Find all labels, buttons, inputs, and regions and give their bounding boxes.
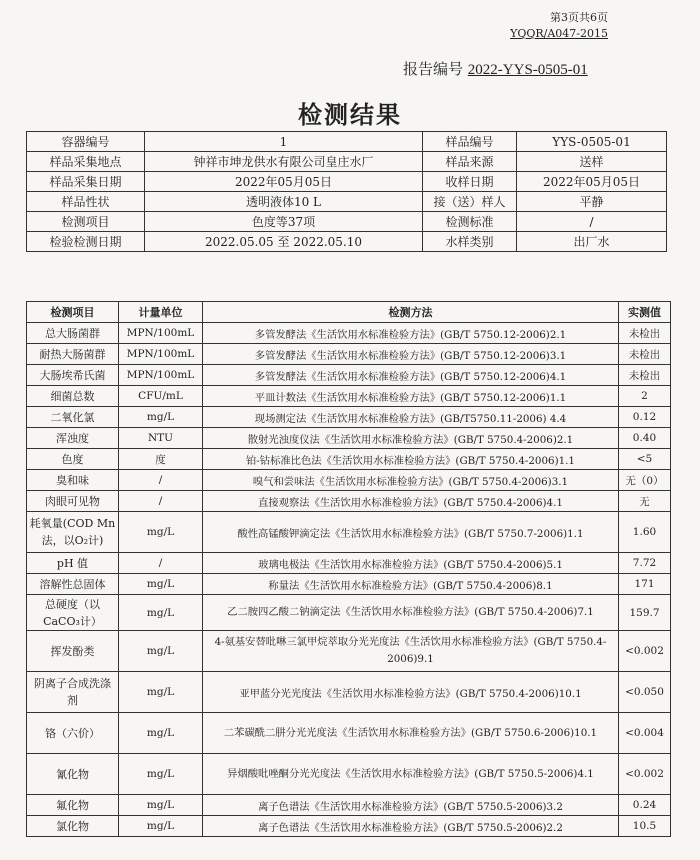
page-reference: [510, 10, 608, 42]
result-item: 细菌总数: [27, 386, 119, 407]
info-label: 接（送）样人: [423, 192, 517, 212]
result-item: 氰化物: [27, 754, 119, 795]
result-method: 乙二胺四乙酸二钠滴定法《生活饮用水标准检验方法》(GB/T 5750.4-2006)7.1: [203, 595, 619, 631]
info-row: [27, 152, 667, 172]
info-value: /: [517, 212, 667, 232]
info-label: 样品采集日期: [27, 172, 145, 192]
result-method: 多管发酵法《生活饮用水标准检验方法》(GB/T 5750.12-2006)2.1: [203, 323, 619, 344]
result-value: <5: [619, 449, 671, 470]
table-row: [27, 449, 671, 470]
info-label: 水样类别: [423, 232, 517, 252]
result-item: 耗氧量(COD Mn 法，以O₂计): [27, 512, 119, 553]
result-value: <0.002: [619, 754, 671, 795]
table-row: [27, 553, 671, 574]
result-unit: mg/L: [119, 407, 203, 428]
result-item: 大肠埃希氏菌: [27, 365, 119, 386]
result-unit: /: [119, 553, 203, 574]
table-row: [27, 595, 671, 631]
page-indicator: 第3页共6页: [550, 11, 608, 24]
header-value: 实测值: [619, 302, 671, 323]
result-method: 玻璃电极法《生活饮用水标准检验方法》(GB/T 5750.4-2006)5.1: [203, 553, 619, 574]
page-title: 检测结果: [298, 100, 402, 129]
info-row: [27, 232, 667, 252]
result-value: 2: [619, 386, 671, 407]
table-row: [27, 631, 671, 672]
result-item: 总大肠菌群: [27, 323, 119, 344]
result-value: 未检出: [619, 365, 671, 386]
table-row: [27, 512, 671, 553]
result-value: <0.050: [619, 672, 671, 713]
result-unit: mg/L: [119, 672, 203, 713]
result-value: <0.004: [619, 713, 671, 754]
result-item: 色度: [27, 449, 119, 470]
result-value: 0.12: [619, 407, 671, 428]
info-label: 检测项目: [27, 212, 145, 232]
result-method: 4-氨基安替吡啉三氯甲烷萃取分光光度法《生活饮用水标准检验方法》(GB/T 5750.4-2006)9.1: [203, 631, 619, 672]
table-row: [27, 754, 671, 795]
result-method: 平皿计数法《生活饮用水标准检验方法》(GB/T 5750.12-2006)1.1: [203, 386, 619, 407]
table-row: [27, 574, 671, 595]
result-unit: CFU/mL: [119, 386, 203, 407]
result-item: 耐热大肠菌群: [27, 344, 119, 365]
info-label: 样品来源: [423, 152, 517, 172]
standard-code: YQQR/A047-2015: [510, 27, 608, 40]
result-unit: /: [119, 470, 203, 491]
result-unit: mg/L: [119, 754, 203, 795]
info-value: 2022.05.05 至 2022.05.10: [145, 232, 423, 252]
result-method: 称量法《生活饮用水标准检验方法》(GB/T 5750.4-2006)8.1: [203, 574, 619, 595]
result-value: <0.002: [619, 631, 671, 672]
header-method: 检测方法: [203, 302, 619, 323]
result-method: 二苯碳酰二肼分光光度法《生活饮用水标准检验方法》(GB/T 5750.6-2006)10.1: [203, 713, 619, 754]
result-unit: 度: [119, 449, 203, 470]
result-unit: mg/L: [119, 713, 203, 754]
info-value: 1: [145, 132, 423, 152]
info-value: 2022年05月05日: [145, 172, 423, 192]
info-label: 检测标准: [423, 212, 517, 232]
table-row: [27, 713, 671, 754]
table-row: [27, 672, 671, 713]
result-method: 异烟酸吡唑酮分光光度法《生活饮用水标准检验方法》(GB/T 5750.5-2006)4.1: [203, 754, 619, 795]
result-unit: mg/L: [119, 795, 203, 816]
info-value: YYS-0505-01: [517, 132, 667, 152]
result-method: 离子色谱法《生活饮用水标准检验方法》(GB/T 5750.5-2006)2.2: [203, 816, 619, 837]
result-item: 阴离子合成洗涤剂: [27, 672, 119, 713]
result-unit: mg/L: [119, 816, 203, 837]
table-row: [27, 323, 671, 344]
table-row: [27, 816, 671, 837]
result-method: 多管发酵法《生活饮用水标准检验方法》(GB/T 5750.12-2006)3.1: [203, 344, 619, 365]
result-value: 未检出: [619, 323, 671, 344]
result-value: 0.40: [619, 428, 671, 449]
table-row: [27, 344, 671, 365]
table-row: [27, 407, 671, 428]
result-value: 171: [619, 574, 671, 595]
result-method: 多管发酵法《生活饮用水标准检验方法》(GB/T 5750.12-2006)4.1: [203, 365, 619, 386]
info-value: 色度等37项: [145, 212, 423, 232]
result-item: 铬（六价）: [27, 713, 119, 754]
results-table: [26, 301, 671, 837]
result-method: 嗅气和尝味法《生活饮用水标准检验方法》(GB/T 5750.4-2006)3.1: [203, 470, 619, 491]
result-value: 7.72: [619, 553, 671, 574]
header-unit: 计量单位: [119, 302, 203, 323]
result-method: 散射光浊度仪法《生活饮用水标准检验方法》(GB/T 5750.4-2006)2.1: [203, 428, 619, 449]
result-unit: mg/L: [119, 512, 203, 553]
info-row: [27, 172, 667, 192]
table-row: [27, 386, 671, 407]
info-label: 样品编号: [423, 132, 517, 152]
result-item: 臭和味: [27, 470, 119, 491]
info-label: 样品采集地点: [27, 152, 145, 172]
result-method: 现场测定法《生活饮用水标准检验方法》(GB/T5750.11-2006) 4.4: [203, 407, 619, 428]
result-value: 10.5: [619, 816, 671, 837]
result-item: pH 值: [27, 553, 119, 574]
result-method: 离子色谱法《生活饮用水标准检验方法》(GB/T 5750.5-2006)3.2: [203, 795, 619, 816]
info-row: [27, 132, 667, 152]
result-item: 挥发酚类: [27, 631, 119, 672]
result-item: 氯化物: [27, 816, 119, 837]
results-header-row: [27, 302, 671, 323]
info-label: 容器编号: [27, 132, 145, 152]
result-method: 铂-钴标准比色法《生活饮用水标准检验方法》(GB/T 5750.4-2006)1.1: [203, 449, 619, 470]
report-number-label: 报告编号: [403, 60, 464, 78]
table-row: [27, 428, 671, 449]
report-number: 2022-YYS-0505-01: [467, 62, 588, 78]
info-row: [27, 212, 667, 232]
info-value: 2022年05月05日: [517, 172, 667, 192]
table-row: [27, 491, 671, 512]
info-row: [27, 192, 667, 212]
result-item: 肉眼可见物: [27, 491, 119, 512]
table-row: [27, 470, 671, 491]
report-number-line: [403, 58, 588, 79]
table-row: [27, 365, 671, 386]
info-value: 透明液体10 L: [145, 192, 423, 212]
result-unit: mg/L: [119, 574, 203, 595]
result-value: 无: [619, 491, 671, 512]
result-value: 无（0）: [619, 470, 671, 491]
result-item: 总硬度（以CaCO₃计）: [27, 595, 119, 631]
info-value: 平静: [517, 192, 667, 212]
result-unit: MPN/100mL: [119, 323, 203, 344]
result-method: 酸性高锰酸钾滴定法《生活饮用水标准检验方法》(GB/T 5750.7-2006)1.1: [203, 512, 619, 553]
table-row: [27, 795, 671, 816]
result-unit: NTU: [119, 428, 203, 449]
header-item: 检测项目: [27, 302, 119, 323]
result-method: 直接观察法《生活饮用水标准检验方法》(GB/T 5750.4-2006)4.1: [203, 491, 619, 512]
result-value: 0.24: [619, 795, 671, 816]
sample-info-table: [26, 131, 667, 252]
info-label: 样品性状: [27, 192, 145, 212]
result-item: 二氧化氯: [27, 407, 119, 428]
result-unit: MPN/100mL: [119, 344, 203, 365]
info-label: 检验检测日期: [27, 232, 145, 252]
info-value: 出厂水: [517, 232, 667, 252]
result-unit: mg/L: [119, 631, 203, 672]
result-unit: mg/L: [119, 595, 203, 631]
result-item: 溶解性总固体: [27, 574, 119, 595]
result-method: 亚甲蓝分光光度法《生活饮用水标准检验方法》(GB/T 5750.4-2006)10.1: [203, 672, 619, 713]
result-item: 氟化物: [27, 795, 119, 816]
info-value: 送样: [517, 152, 667, 172]
result-value: 1.60: [619, 512, 671, 553]
result-unit: MPN/100mL: [119, 365, 203, 386]
result-item: 浑浊度: [27, 428, 119, 449]
result-value: 159.7: [619, 595, 671, 631]
info-label: 收样日期: [423, 172, 517, 192]
info-value: 钟祥市坤龙供水有限公司皇庄水厂: [145, 152, 423, 172]
result-unit: /: [119, 491, 203, 512]
result-value: 未检出: [619, 344, 671, 365]
